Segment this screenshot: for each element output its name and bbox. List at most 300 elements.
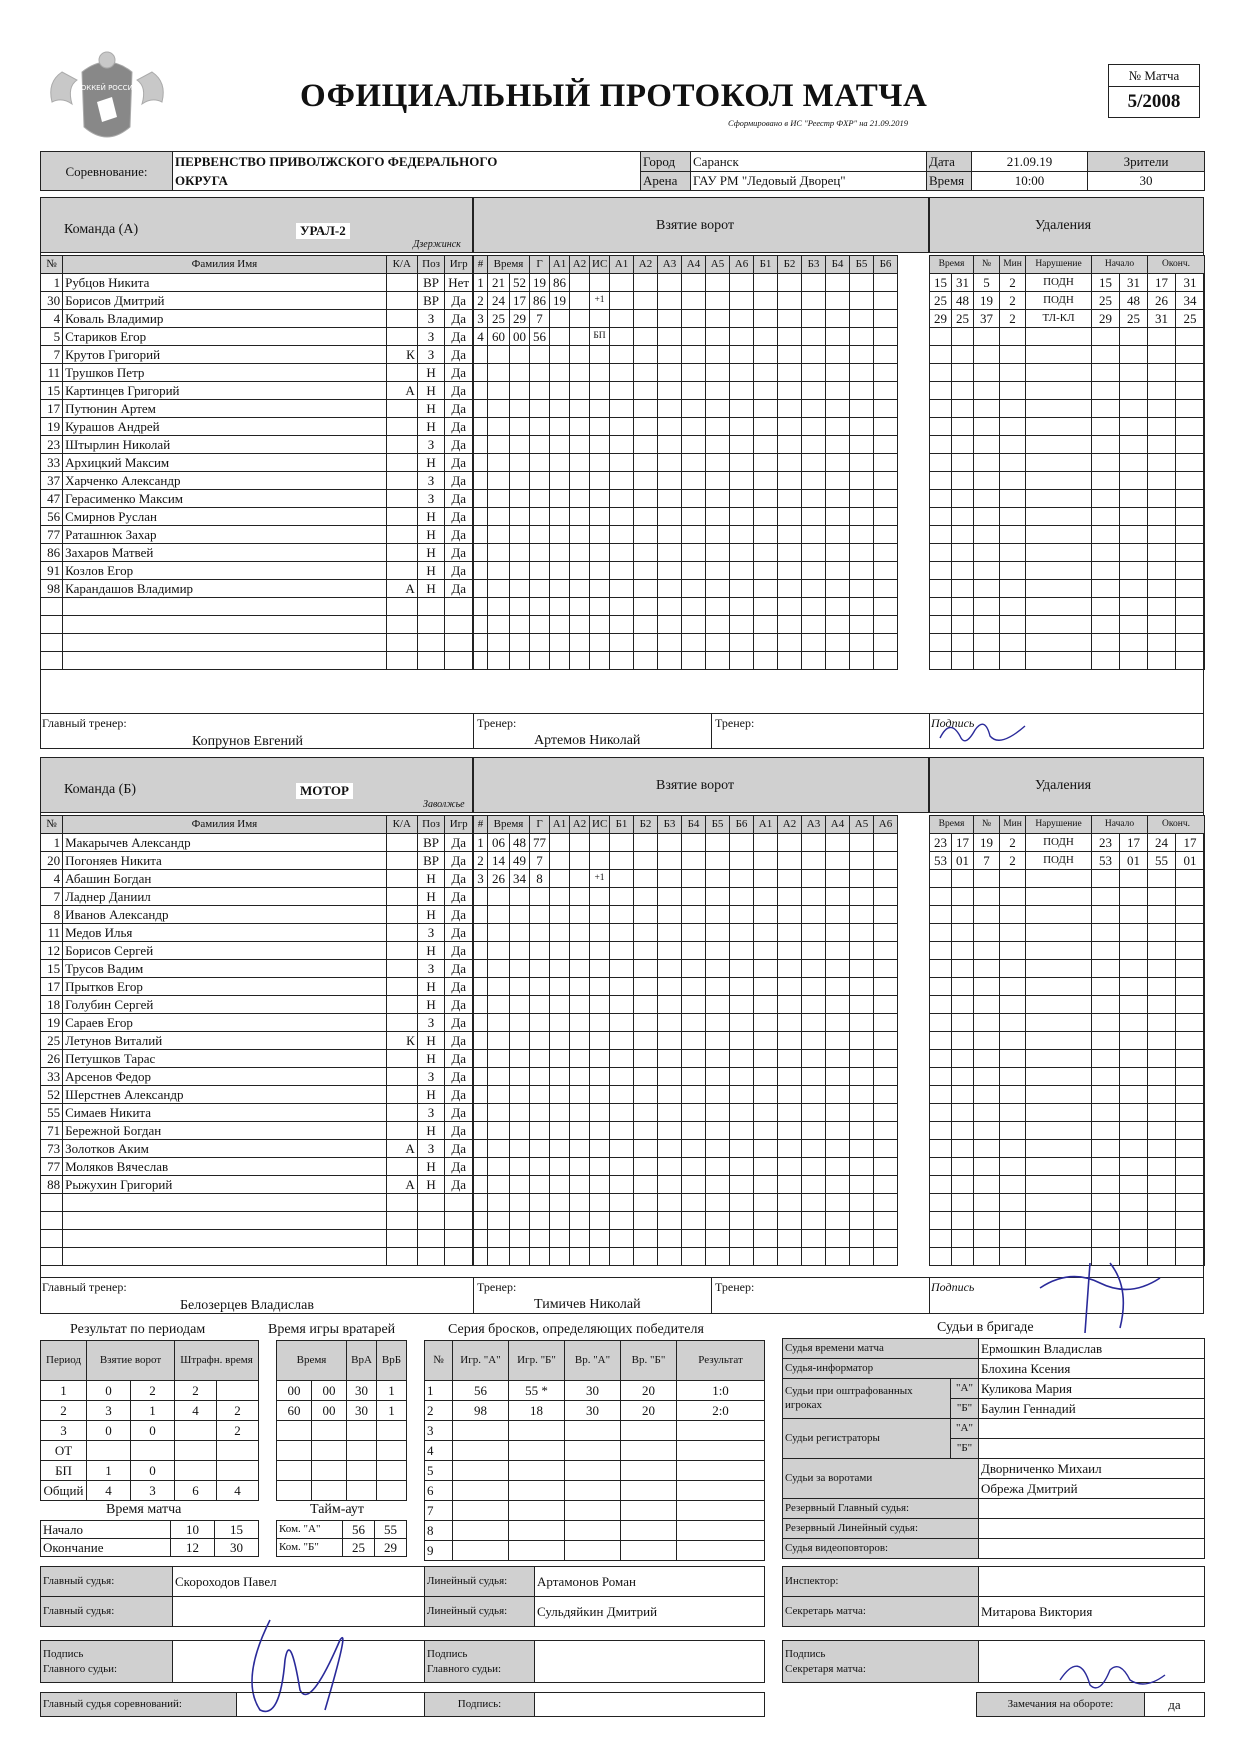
player-name: Крутов Григорий <box>63 346 387 364</box>
reserve-main <box>979 1499 1205 1519</box>
goal-onice-cell <box>874 1086 898 1104</box>
goal-row <box>474 1104 930 1122</box>
goal-onice-cell <box>754 1194 778 1212</box>
goal-scorer <box>530 526 550 544</box>
player-number: 18 <box>41 996 63 1014</box>
penalty-b-judge: Баулин Геннадий <box>979 1399 1205 1419</box>
goal-onice-cell <box>634 1104 658 1122</box>
shootout-goalie-a <box>565 1521 621 1541</box>
goal-onice-cell <box>778 454 802 472</box>
goal-onice-cell <box>706 852 730 870</box>
pen-minutes <box>1000 1050 1026 1068</box>
player-position: Н <box>417 418 445 436</box>
goal-onice-cell <box>706 942 730 960</box>
goal-assist-1 <box>550 598 570 616</box>
player-name: Шерстнев Александр <box>63 1086 387 1104</box>
goal-onice-cell <box>634 562 658 580</box>
pen-player <box>974 888 1000 906</box>
goal-onice-cell <box>634 1122 658 1140</box>
pen-player <box>974 942 1000 960</box>
goal-onice-cell <box>682 978 706 996</box>
player-name: Симаев Никита <box>63 1104 387 1122</box>
match-number-box <box>1108 64 1200 118</box>
player-position: Н <box>417 1158 445 1176</box>
goal-onice-cell <box>610 526 634 544</box>
goal-onice-cell <box>658 598 682 616</box>
goal-number <box>474 1014 488 1032</box>
match-number-label: № Матча <box>1109 65 1199 87</box>
goal-onice-cell <box>778 1194 802 1212</box>
goal-minute <box>488 508 510 526</box>
goal-onice-cell <box>826 1050 850 1068</box>
goal-onice-cell <box>850 978 874 996</box>
goal-number: 3 <box>474 310 488 328</box>
pen-player: 5 <box>974 274 1000 292</box>
pen-violation <box>1026 1014 1092 1032</box>
registrar-b <box>979 1439 1205 1459</box>
goal-number <box>474 436 488 454</box>
shootout-player-b <box>509 1501 565 1521</box>
roster-row <box>41 652 473 670</box>
goal-assist-2 <box>570 960 590 978</box>
pen-end-second <box>1176 924 1205 942</box>
goal-onice-cell <box>706 490 730 508</box>
goal-scorer <box>530 346 550 364</box>
period-goals-a: 3 <box>87 1401 131 1421</box>
goals-header-col: А2 <box>570 256 590 274</box>
pen-start-minute <box>1092 364 1120 382</box>
goal-onice-cell <box>682 472 706 490</box>
period-name: 1 <box>41 1381 87 1401</box>
goal-minute: 14 <box>488 852 510 870</box>
goal-second <box>510 418 530 436</box>
pen-minutes <box>1000 870 1026 888</box>
roster-row <box>41 834 473 852</box>
goal-onice-cell <box>610 1104 634 1122</box>
player-position: Н <box>417 562 445 580</box>
pen-start-minute <box>1092 1014 1120 1032</box>
player-captain-mark <box>386 906 417 924</box>
goals-header-col: Б4 <box>826 256 850 274</box>
pen-minutes <box>1000 942 1026 960</box>
goal-scorer <box>530 1122 550 1140</box>
pen-minute <box>930 1032 952 1050</box>
match-number: 5/2008 <box>1127 91 1181 112</box>
goal-number <box>474 490 488 508</box>
goal-situation <box>590 400 610 418</box>
pen-second <box>952 562 974 580</box>
goal-onice-cell <box>634 472 658 490</box>
goal-onice-cell <box>682 454 706 472</box>
goal-row <box>474 888 930 906</box>
goalie-time-table <box>276 1340 407 1501</box>
coach-divider <box>711 713 712 749</box>
player-name: Моляков Вячеслав <box>63 1158 387 1176</box>
goal-second <box>510 1050 530 1068</box>
goalie-b <box>377 1421 407 1441</box>
team-a-sign-label: Подпись <box>931 716 975 730</box>
roster-row <box>41 328 473 346</box>
pen-end-minute <box>1148 328 1176 346</box>
pen-end-minute <box>1148 1140 1176 1158</box>
goal-onice-cell <box>634 960 658 978</box>
pen-minutes: 2 <box>1000 834 1026 852</box>
timeout-title: Тайм-аут <box>310 1502 365 1517</box>
roster-row <box>41 346 473 364</box>
pen-violation <box>1026 526 1092 544</box>
goal-onice-cell <box>682 1050 706 1068</box>
goalie-a <box>347 1461 377 1481</box>
goal-situation <box>590 454 610 472</box>
goal-onice-cell <box>826 274 850 292</box>
goal-assist-1 <box>550 1230 570 1248</box>
pen-end-minute: 17 <box>1148 274 1176 292</box>
goal-onice-cell <box>706 1212 730 1230</box>
goals-header-col: А2 <box>778 816 802 834</box>
pen-end-second <box>1176 562 1205 580</box>
goal-onice-cell <box>658 652 682 670</box>
goals-header-col: А3 <box>658 256 682 274</box>
pen-start-minute <box>1092 346 1120 364</box>
goal-row <box>474 1194 930 1212</box>
timeout-b-m: 25 <box>343 1539 375 1557</box>
pen-second <box>952 1140 974 1158</box>
goal-assist-1 <box>550 870 570 888</box>
team-b-label: Команда (Б) <box>64 782 137 797</box>
goal-onice-cell <box>610 960 634 978</box>
goal-scorer <box>530 580 550 598</box>
main-sign-of-2: Главного судьи: <box>427 1662 502 1675</box>
pen-end-minute <box>1148 1050 1176 1068</box>
goal-onice-cell <box>850 616 874 634</box>
goalie-a: 30 <box>347 1401 377 1421</box>
penalty-row <box>930 1032 1205 1050</box>
player-name: Борисов Сергей <box>63 942 387 960</box>
pen-start-second <box>1120 562 1148 580</box>
goal-onice-cell <box>802 888 826 906</box>
player-name: Сараев Егор <box>63 1014 387 1032</box>
team-b-penalties-title: Удаления <box>1035 778 1092 793</box>
goal-onice-cell <box>610 888 634 906</box>
player-playing: Да <box>445 1086 473 1104</box>
player-captain-mark <box>386 1086 417 1104</box>
player-playing <box>445 616 473 634</box>
goal-scorer <box>530 942 550 960</box>
roster-row <box>41 526 473 544</box>
goal-second <box>510 1176 530 1194</box>
pen-second <box>952 1194 974 1212</box>
goal-second <box>510 1104 530 1122</box>
goal-number: 1 <box>474 834 488 852</box>
goal-onice-cell <box>778 418 802 436</box>
player-name: Карандашов Владимир <box>63 580 387 598</box>
pen-minutes <box>1000 1140 1026 1158</box>
goal-onice-cell <box>730 852 754 870</box>
goal-second <box>510 526 530 544</box>
penalty-row <box>930 544 1205 562</box>
goal-onice-cell <box>754 436 778 454</box>
pen-player <box>974 1122 1000 1140</box>
goal-number <box>474 1032 488 1050</box>
pen-second <box>952 942 974 960</box>
player-captain-mark <box>386 400 417 418</box>
goal-onice-cell <box>754 1014 778 1032</box>
goal-assist-1 <box>550 1176 570 1194</box>
goal-onice-cell <box>778 1068 802 1086</box>
pen-minute <box>930 526 952 544</box>
player-number: 77 <box>41 1158 63 1176</box>
pen-player <box>974 1194 1000 1212</box>
player-captain-mark: К <box>386 1032 417 1050</box>
roster-row <box>41 562 473 580</box>
goal-onice-cell <box>754 346 778 364</box>
goal-judge-2: Обрежа Дмитрий <box>979 1479 1205 1499</box>
main-sign-word-2: Подпись <box>427 1648 468 1661</box>
goal-assist-2 <box>570 924 590 942</box>
goal-onice-cell <box>826 906 850 924</box>
player-position: Н <box>417 1032 445 1050</box>
goal-scorer <box>530 960 550 978</box>
goal-onice-cell <box>634 1014 658 1032</box>
goal-onice-cell <box>634 1194 658 1212</box>
pen-player <box>974 1248 1000 1266</box>
goals-header-col: А1 <box>754 816 778 834</box>
goal-onice-cell <box>754 1248 778 1266</box>
shootout-number: 3 <box>425 1421 453 1441</box>
goal-number <box>474 364 488 382</box>
goal-assist-1 <box>550 436 570 454</box>
goal-assist-2 <box>570 1158 590 1176</box>
goal-onice-cell <box>634 490 658 508</box>
goal-onice-cell <box>706 924 730 942</box>
period-goals-b: 3 <box>131 1481 175 1501</box>
player-number <box>41 1230 63 1248</box>
goal-onice-cell <box>802 328 826 346</box>
shootout-header-no: № <box>425 1341 453 1381</box>
pen-start-second <box>1120 1068 1148 1086</box>
goal-situation <box>590 960 610 978</box>
player-number: 11 <box>41 364 63 382</box>
goal-onice-cell <box>826 870 850 888</box>
pen-start-minute <box>1092 888 1120 906</box>
goal-situation <box>590 562 610 580</box>
player-position: Н <box>417 1086 445 1104</box>
pen-minutes <box>1000 960 1026 978</box>
remarks-label: Замечания на обороте: <box>977 1693 1145 1717</box>
goal-onice-cell <box>850 346 874 364</box>
player-name: Прытков Егор <box>63 978 387 996</box>
pen-minute <box>930 942 952 960</box>
goal-second: 52 <box>510 274 530 292</box>
roster-row <box>41 1104 473 1122</box>
pen-end-second <box>1176 616 1205 634</box>
pen-start-second <box>1120 1230 1148 1248</box>
roster-header-ka: К/А <box>386 256 417 274</box>
officials-table <box>782 1338 1205 1559</box>
goal-onice-cell <box>706 652 730 670</box>
roster-header-name: Фамилия Имя <box>63 816 387 834</box>
goal-situation <box>590 544 610 562</box>
goal-scorer: 56 <box>530 328 550 346</box>
player-captain-mark <box>386 852 417 870</box>
player-number: 88 <box>41 1176 63 1194</box>
goal-onice-cell <box>610 978 634 996</box>
goal-row <box>474 1068 930 1086</box>
player-captain-mark: А <box>386 382 417 400</box>
pen-player <box>974 1230 1000 1248</box>
goal-onice-cell <box>658 834 682 852</box>
goal-scorer <box>530 906 550 924</box>
goal-onice-cell <box>826 1158 850 1176</box>
pen-violation <box>1026 1230 1092 1248</box>
goal-onice-cell <box>778 328 802 346</box>
team-b-penalties <box>929 815 1205 1266</box>
goal-onice-cell <box>682 1122 706 1140</box>
pen-end-second: 34 <box>1176 292 1205 310</box>
player-name <box>63 616 387 634</box>
goal-onice-cell <box>754 562 778 580</box>
pen-second <box>952 634 974 652</box>
goal-scorer <box>530 472 550 490</box>
shootout-number: 9 <box>425 1541 453 1561</box>
goals-header-col: Б4 <box>682 816 706 834</box>
goal-onice-cell <box>658 292 682 310</box>
goal-onice-cell <box>706 1068 730 1086</box>
pen-minutes <box>1000 1032 1026 1050</box>
goal-onice-cell <box>610 454 634 472</box>
player-captain-mark <box>386 924 417 942</box>
goal-onice-cell <box>730 418 754 436</box>
match-start-label: Начало <box>41 1521 171 1539</box>
informer-label: Судья-информатор <box>783 1359 979 1379</box>
competition-line2: ОКРУГА <box>173 171 641 191</box>
period-name: Общий <box>41 1481 87 1501</box>
penalty-row <box>930 1104 1205 1122</box>
goal-onice-cell <box>850 364 874 382</box>
goal-onice-cell <box>778 472 802 490</box>
team-a-head-coach-label: Главный тренер: <box>42 716 127 730</box>
pen-second <box>952 616 974 634</box>
goal-row <box>474 1140 930 1158</box>
goal-onice-cell <box>682 996 706 1014</box>
shootout-goalie-a: 30 <box>565 1381 621 1401</box>
pen-end-minute <box>1148 996 1176 1014</box>
goal-onice-cell <box>658 490 682 508</box>
goal-minute: 06 <box>488 834 510 852</box>
goal-number <box>474 526 488 544</box>
goal-onice-cell <box>754 472 778 490</box>
match-end-label: Окончание <box>41 1539 171 1557</box>
pen-start-minute: 29 <box>1092 310 1120 328</box>
pen-header-no: № <box>974 816 1000 834</box>
player-playing: Да <box>445 364 473 382</box>
goal-onice-cell <box>634 634 658 652</box>
goal-onice-cell <box>754 634 778 652</box>
goal-onice-cell <box>682 1230 706 1248</box>
goal-onice-cell <box>754 1176 778 1194</box>
pen-start-minute <box>1092 978 1120 996</box>
goal-onice-cell <box>850 870 874 888</box>
goal-onice-cell <box>658 1212 682 1230</box>
goal-second <box>510 1140 530 1158</box>
pen-header-start: Начало <box>1092 816 1148 834</box>
goal-second <box>510 580 530 598</box>
goal-onice-cell <box>706 1086 730 1104</box>
pen-end-second <box>1176 888 1205 906</box>
goal-onice-cell <box>634 942 658 960</box>
pen-minutes <box>1000 634 1026 652</box>
fhr-logo <box>42 42 172 152</box>
roster-row <box>41 544 473 562</box>
pen-start-second <box>1120 960 1148 978</box>
period-row <box>41 1481 259 1501</box>
pen-end-second <box>1176 870 1205 888</box>
goal-onice-cell <box>730 616 754 634</box>
player-playing: Да <box>445 1032 473 1050</box>
pen-start-second <box>1120 1086 1148 1104</box>
pen-player <box>974 1050 1000 1068</box>
goalie-b <box>377 1481 407 1501</box>
pen-violation <box>1026 580 1092 598</box>
goal-onice-cell <box>802 400 826 418</box>
penalty-row <box>930 942 1205 960</box>
goal-scorer <box>530 1140 550 1158</box>
goal-onice-cell <box>634 996 658 1014</box>
goal-onice-cell <box>730 652 754 670</box>
match-end-h: 12 <box>171 1539 215 1557</box>
goals-header-col: А1 <box>550 256 570 274</box>
goal-assist-2 <box>570 292 590 310</box>
pen-end-second <box>1176 400 1205 418</box>
shootout-player-a: 98 <box>453 1401 509 1421</box>
goal-minute <box>488 942 510 960</box>
goals-header-col: ИС <box>590 256 610 274</box>
goal-onice-cell <box>874 1140 898 1158</box>
team-a-goals-title: Взятие ворот <box>656 218 735 233</box>
goal-onice-cell <box>754 960 778 978</box>
pen-end-second <box>1176 328 1205 346</box>
goal-onice-cell <box>658 436 682 454</box>
penalty-row <box>930 454 1205 472</box>
pen-violation <box>1026 472 1092 490</box>
goal-situation <box>590 978 610 996</box>
shootout-player-b: 18 <box>509 1401 565 1421</box>
shootout-number: 7 <box>425 1501 453 1521</box>
goal-number <box>474 544 488 562</box>
penalty-row <box>930 996 1205 1014</box>
goalie-header-b: ВрБ <box>377 1341 407 1381</box>
pen-minute <box>930 1158 952 1176</box>
goal-onice-cell <box>874 292 898 310</box>
goalie-minute: 00 <box>277 1381 312 1401</box>
pen-minute <box>930 544 952 562</box>
pen-player <box>974 580 1000 598</box>
goal-onice-cell <box>754 418 778 436</box>
goal-number <box>474 1176 488 1194</box>
team-b-city: Заволжье <box>423 799 465 810</box>
goal-onice-cell <box>682 544 706 562</box>
goal-onice-cell <box>730 508 754 526</box>
pen-minutes <box>1000 364 1026 382</box>
player-name: Рыжухин Григорий <box>63 1176 387 1194</box>
pen-player: 19 <box>974 292 1000 310</box>
goal-onice-cell <box>730 562 754 580</box>
goal-row <box>474 942 930 960</box>
goal-second <box>510 1212 530 1230</box>
pen-start-minute <box>1092 924 1120 942</box>
player-position <box>417 1230 445 1248</box>
player-name: Арсенов Федор <box>63 1068 387 1086</box>
